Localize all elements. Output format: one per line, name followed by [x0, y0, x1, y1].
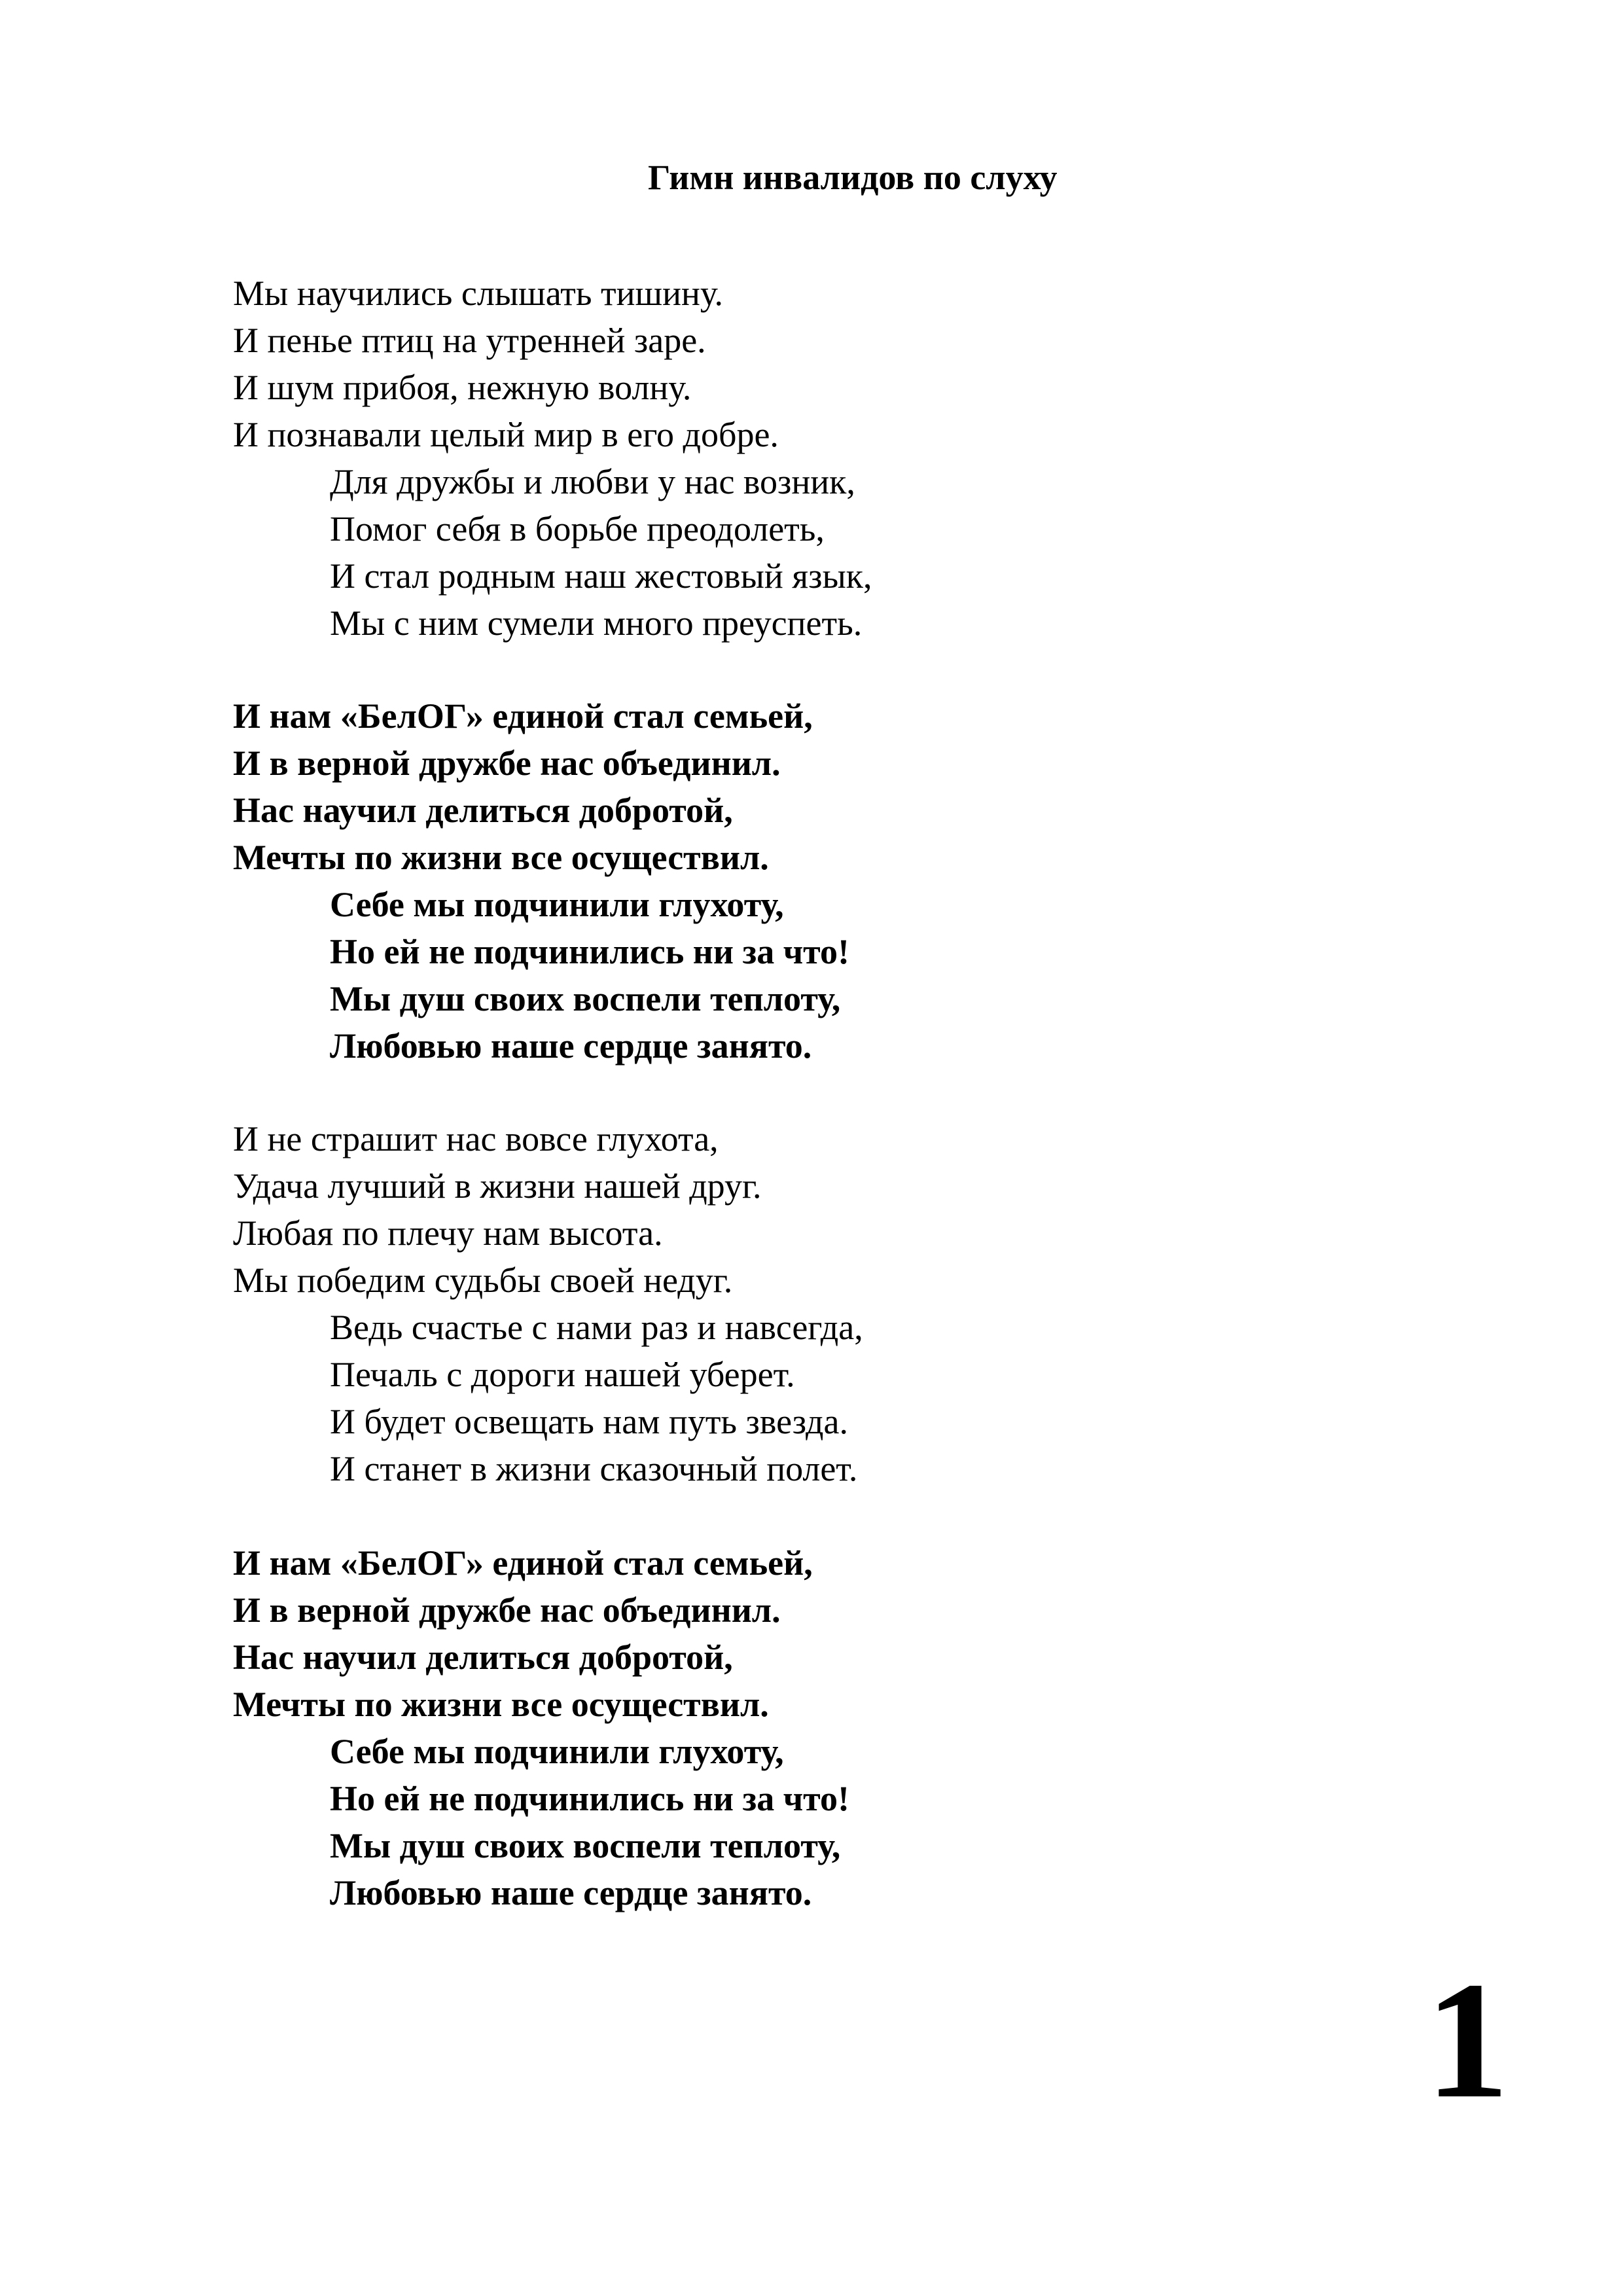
verse-line: Ведь счастье с нами раз и навсегда, — [330, 1308, 863, 1347]
chorus-line: И нам «БелОГ» единой стал семьей, — [233, 696, 813, 736]
chorus-line: Но ей не подчинились ни за что! — [330, 932, 849, 971]
chorus-line: Мечты по жизни все осуществил. — [233, 838, 769, 877]
verse-line: Мы победим судьбы своей недуг. — [233, 1261, 733, 1300]
chorus-1 — [233, 692, 849, 1069]
chorus-line: Нас научил делиться добротой, — [233, 1638, 733, 1677]
chorus-line: Себе мы подчинили глухоту, — [330, 885, 784, 924]
chorus-line: Нас научил делиться добротой, — [233, 791, 733, 830]
verse-line: Любая по плечу нам высота. — [233, 1213, 663, 1253]
chorus-line: Мечты по жизни все осуществил. — [233, 1685, 769, 1724]
verse-line: И не страшит нас вовсе глухота, — [233, 1119, 719, 1158]
page-title: Гимн инвалидов по слуху — [648, 158, 1058, 197]
chorus-line: Любовью наше сердце занято. — [330, 1026, 812, 1066]
chorus-2 — [233, 1539, 849, 1916]
chorus-line: Себе мы подчинили глухоту, — [330, 1732, 784, 1771]
chorus-line: И в верной дружбе нас объединил. — [233, 1590, 781, 1630]
verse-line: Удача лучший в жизни нашей друг. — [233, 1166, 762, 1206]
page-number: 1 — [1425, 1948, 1509, 2133]
verse-line: И пенье птиц на утренней заре. — [233, 321, 706, 360]
verse-line: Для дружбы и любви у нас возник, — [330, 462, 855, 501]
chorus-line: Мы душ своих воспели теплоту, — [330, 1826, 841, 1865]
chorus-line: И нам «БелОГ» единой стал семьей, — [233, 1543, 813, 1583]
verse-line: И станет в жизни сказочный полет. — [330, 1449, 858, 1488]
verse-line: Печаль с дороги нашей уберет. — [330, 1355, 795, 1394]
verse-1 — [233, 270, 872, 647]
chorus-line: Любовью наше сердце занято. — [330, 1873, 812, 1912]
verse-line: Помог себя в борьбе преодолеть, — [330, 509, 825, 548]
verse-line: Мы с ним сумели много преуспеть. — [330, 603, 863, 643]
verse-line: И стал родным наш жестовый язык, — [330, 556, 872, 596]
verse-line: И шум прибоя, нежную волну. — [233, 368, 692, 407]
verse-line: И познавали целый мир в его добре. — [233, 415, 779, 454]
chorus-line: Мы душ своих воспели теплоту, — [330, 979, 841, 1018]
chorus-line: И в верной дружбе нас объединил. — [233, 744, 781, 783]
verse-2 — [233, 1115, 863, 1492]
verse-line: И будет освещать нам путь звезда. — [330, 1402, 848, 1441]
verse-line: Мы научились слышать тишину. — [233, 274, 723, 313]
chorus-line: Но ей не подчинились ни за что! — [330, 1779, 849, 1818]
